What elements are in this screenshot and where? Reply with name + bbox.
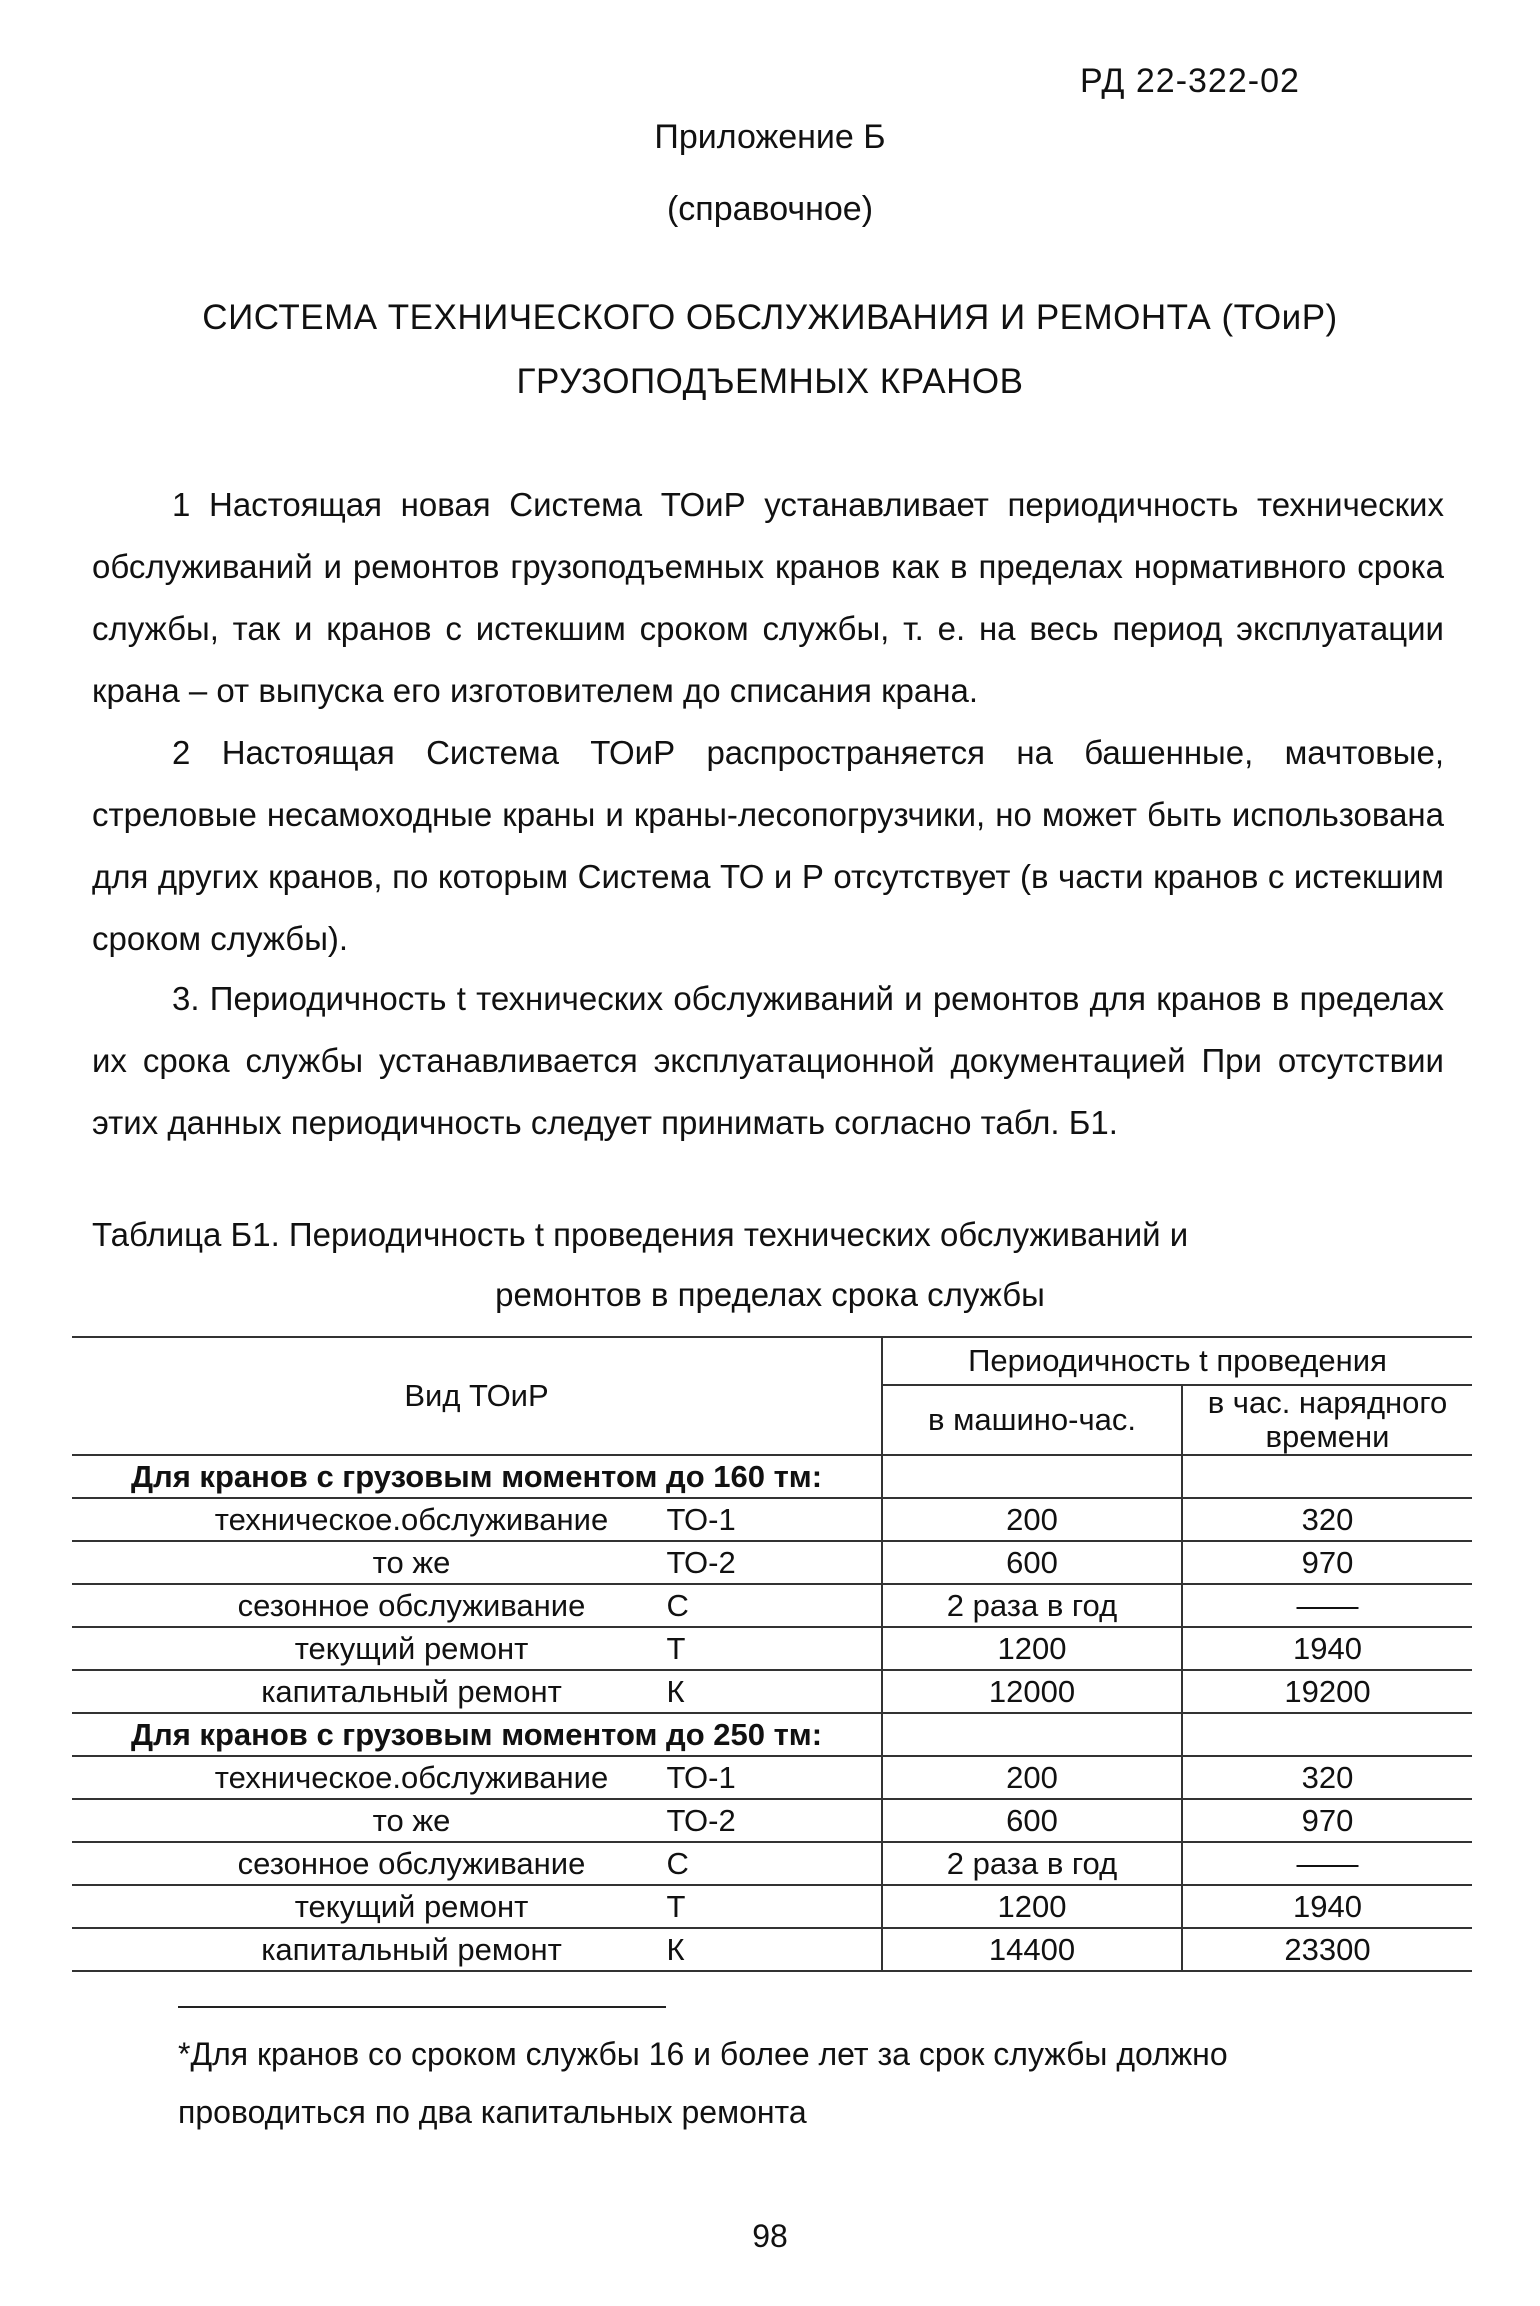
cell-kind — [72, 1670, 882, 1713]
maintenance-code: К — [666, 1931, 685, 1967]
header-kind: Вид ТОиР — [72, 1337, 882, 1455]
cell-work-hours: —— — [1182, 1842, 1472, 1885]
maintenance-name: капитальный ремонт — [261, 1931, 562, 1967]
maintenance-name: то же — [372, 1544, 451, 1580]
group-title: Для кранов с грузовым моментом до 250 тм: — [72, 1713, 882, 1756]
cell-machine-hours: 2 раза в год — [882, 1842, 1182, 1885]
header-periodicity: Периодичность t проведения — [882, 1337, 1472, 1385]
maintenance-name: текущий ремонт — [294, 1888, 529, 1924]
maintenance-code: ТО-1 — [666, 1759, 736, 1795]
document-code: РД 22-322-02 — [1080, 62, 1300, 100]
cell-work-hours: 1940 — [1182, 1885, 1472, 1928]
maintenance-code: С — [666, 1587, 689, 1623]
cell-work-hours: 970 — [1182, 1799, 1472, 1842]
table-row — [72, 1541, 1472, 1584]
empty-cell — [882, 1455, 1182, 1498]
cell-kind — [72, 1842, 882, 1885]
table-row — [72, 1885, 1472, 1928]
maintenance-code: ТО-2 — [666, 1802, 736, 1838]
maintenance-name: то же — [372, 1802, 451, 1838]
paragraph-1: 1 Настоящая новая Система ТОиР устанавливает периодичность технических обслуживаний и ремонтов грузоподъемных кранов как в пределах нормативного срока службы, так и кранов с истекшим сроком службы, т. е. на весь период эксплуатации крана – от выпуска его изготовителем до списания крана. — [92, 486, 1444, 709]
cell-work-hours: 970 — [1182, 1541, 1472, 1584]
maintenance-name: сезонное обслуживание — [237, 1587, 586, 1623]
table-row — [72, 1670, 1472, 1713]
maintenance-name: сезонное обслуживание — [237, 1845, 586, 1881]
cell-machine-hours: 200 — [882, 1498, 1182, 1541]
cell-machine-hours: 1200 — [882, 1885, 1182, 1928]
cell-work-hours: 320 — [1182, 1756, 1472, 1799]
cell-kind — [72, 1584, 882, 1627]
cell-kind — [72, 1541, 882, 1584]
cell-kind — [72, 1799, 882, 1842]
maintenance-code: К — [666, 1673, 685, 1709]
maintenance-code: ТО-1 — [666, 1501, 736, 1537]
cell-machine-hours: 600 — [882, 1799, 1182, 1842]
cell-work-hours: 19200 — [1182, 1670, 1472, 1713]
cell-machine-hours: 12000 — [882, 1670, 1182, 1713]
header-work-hours: в час. нарядного времени — [1182, 1385, 1472, 1455]
cell-work-hours: 23300 — [1182, 1928, 1472, 1971]
section-title-line1: СИСТЕМА ТЕХНИЧЕСКОГО ОБСЛУЖИВАНИЯ И РЕМОНТА (ТОиР) — [202, 298, 1338, 337]
table-row — [72, 1627, 1472, 1670]
maintenance-periodicity-table — [72, 1336, 1472, 1972]
cell-kind — [72, 1756, 882, 1799]
maintenance-name: текущий ремонт — [294, 1630, 529, 1666]
maintenance-code: Т — [666, 1888, 686, 1924]
footnote-line2: проводиться по два капитальных ремонта — [178, 2094, 807, 2130]
cell-machine-hours: 14400 — [882, 1928, 1182, 1971]
group-title: Для кранов с грузовым моментом до 160 тм: — [72, 1455, 882, 1498]
cell-kind — [72, 1498, 882, 1541]
cell-machine-hours: 1200 — [882, 1627, 1182, 1670]
maintenance-code: С — [666, 1845, 689, 1881]
table-caption-line1: Таблица Б1. Периодичность t проведения технических обслуживаний и — [92, 1216, 1189, 1253]
cell-work-hours: —— — [1182, 1584, 1472, 1627]
cell-machine-hours: 2 раза в год — [882, 1584, 1182, 1627]
footnote-divider — [178, 2006, 666, 2008]
appendix-title: Приложение Б — [654, 118, 886, 156]
paragraph-3: 3. Периодичность t технических обслуживаний и ремонтов для кранов в пределах их срока службы устанавливается эксплуатационной документацией При отсутствии этих данных периодичность следует принимать согласно табл. Б1. — [92, 980, 1444, 1141]
maintenance-name: техническое.обслуживание — [214, 1501, 609, 1537]
maintenance-code: ТО-2 — [666, 1544, 736, 1580]
cell-work-hours: 320 — [1182, 1498, 1472, 1541]
header-machine-hours: в машино-час. — [882, 1385, 1182, 1455]
cell-machine-hours: 200 — [882, 1756, 1182, 1799]
table-row — [72, 1498, 1472, 1541]
cell-kind — [72, 1627, 882, 1670]
table-group-row — [72, 1455, 1472, 1498]
table-caption-line2: ремонтов в пределах срока службы — [495, 1276, 1045, 1313]
table-row — [72, 1584, 1472, 1627]
table-row — [72, 1799, 1472, 1842]
cell-kind — [72, 1885, 882, 1928]
cell-kind — [72, 1928, 882, 1971]
maintenance-name: техническое.обслуживание — [214, 1759, 609, 1795]
table-row — [72, 1756, 1472, 1799]
footnote-line1: *Для кранов со сроком службы 16 и более лет за срок службы должно — [178, 2036, 1228, 2072]
table-row — [72, 1928, 1472, 1971]
empty-cell — [1182, 1713, 1472, 1756]
maintenance-name: капитальный ремонт — [261, 1673, 562, 1709]
table-row — [72, 1842, 1472, 1885]
empty-cell — [1182, 1455, 1472, 1498]
cell-machine-hours: 600 — [882, 1541, 1182, 1584]
empty-cell — [882, 1713, 1182, 1756]
maintenance-code: Т — [666, 1630, 686, 1666]
table-group-row — [72, 1713, 1472, 1756]
section-title-line2: ГРУЗОПОДЪЕМНЫХ КРАНОВ — [516, 362, 1024, 401]
table-header-row — [72, 1337, 1472, 1385]
table-body — [72, 1455, 1472, 1971]
cell-work-hours: 1940 — [1182, 1627, 1472, 1670]
appendix-note: (справочное) — [666, 190, 874, 228]
paragraph-2: 2 Настоящая Система ТОиР распространяется на башенные, мачтовые, стреловые несамоходные краны и краны-лесопогрузчики, но может быть использована для других кранов, по которым Система ТО и Р отсутствует (в части кранов с истекшим сроком службы). — [92, 734, 1444, 957]
page-number: 98 — [752, 2218, 788, 2254]
